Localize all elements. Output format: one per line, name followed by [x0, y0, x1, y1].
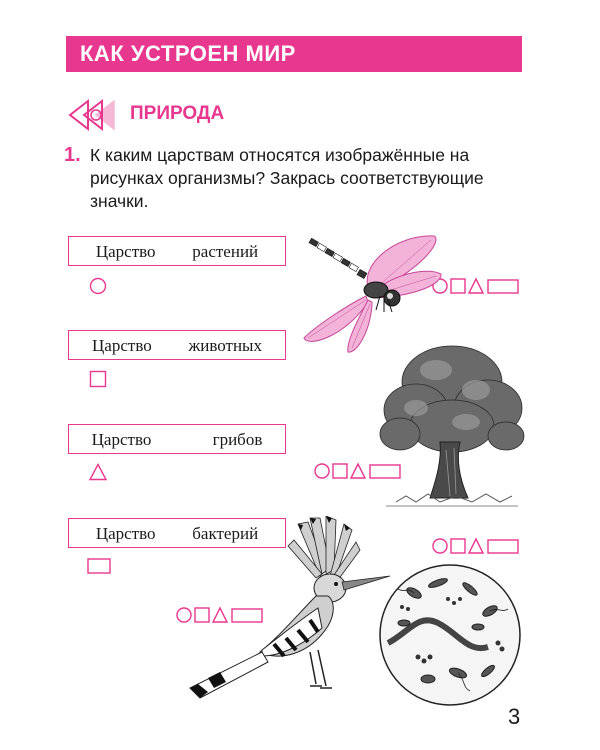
section-heading: [66, 98, 366, 132]
task-line: К каким царствам относятся изображённые на: [90, 145, 470, 165]
kingdom-label: Царство бактерий: [95, 524, 259, 543]
tree-illustration: [376, 330, 528, 514]
triangle-icon: [88, 462, 108, 482]
page-title: КАК УСТРОЕН МИР: [80, 41, 296, 66]
circle-icon: [88, 276, 108, 296]
triangle-icon: [469, 539, 483, 553]
kingdom-label: Царство растений: [95, 242, 259, 261]
rectangle-icon: [488, 280, 518, 293]
task-line: рисунках организмы? Закрась соответствующие: [90, 168, 484, 188]
task-number: 1.: [64, 144, 81, 166]
rectangle-icon: [488, 540, 518, 553]
triangle-icon: [351, 464, 365, 478]
hoopoe-bird-illustration: [170, 516, 392, 702]
kingdom-label: Царство животных: [92, 336, 262, 355]
kingdom-label: Царство грибов: [91, 430, 263, 449]
square-icon: [88, 369, 108, 389]
circle-icon: [315, 464, 329, 478]
task-text: [90, 144, 530, 213]
bacteria-microscope-illustration: [378, 563, 522, 707]
task-line: значки.: [90, 191, 149, 211]
section-title: ПРИРОДА: [130, 103, 225, 124]
kingdom-fungi-box: [68, 424, 286, 454]
page-number: 3: [508, 704, 521, 729]
kingdom-animals-box: [68, 330, 286, 360]
triangle-icon: [469, 279, 483, 293]
bacteria-symbol-options[interactable]: [430, 535, 522, 557]
rectangle-icon: [86, 556, 112, 576]
header-bar: [66, 36, 522, 72]
circle-icon: [433, 539, 447, 553]
double-arrow-emblem-icon: [66, 98, 118, 132]
kingdom-plants-box: [68, 236, 286, 266]
square-icon: [333, 464, 347, 478]
square-icon: [451, 539, 465, 553]
square-icon: [451, 279, 465, 293]
